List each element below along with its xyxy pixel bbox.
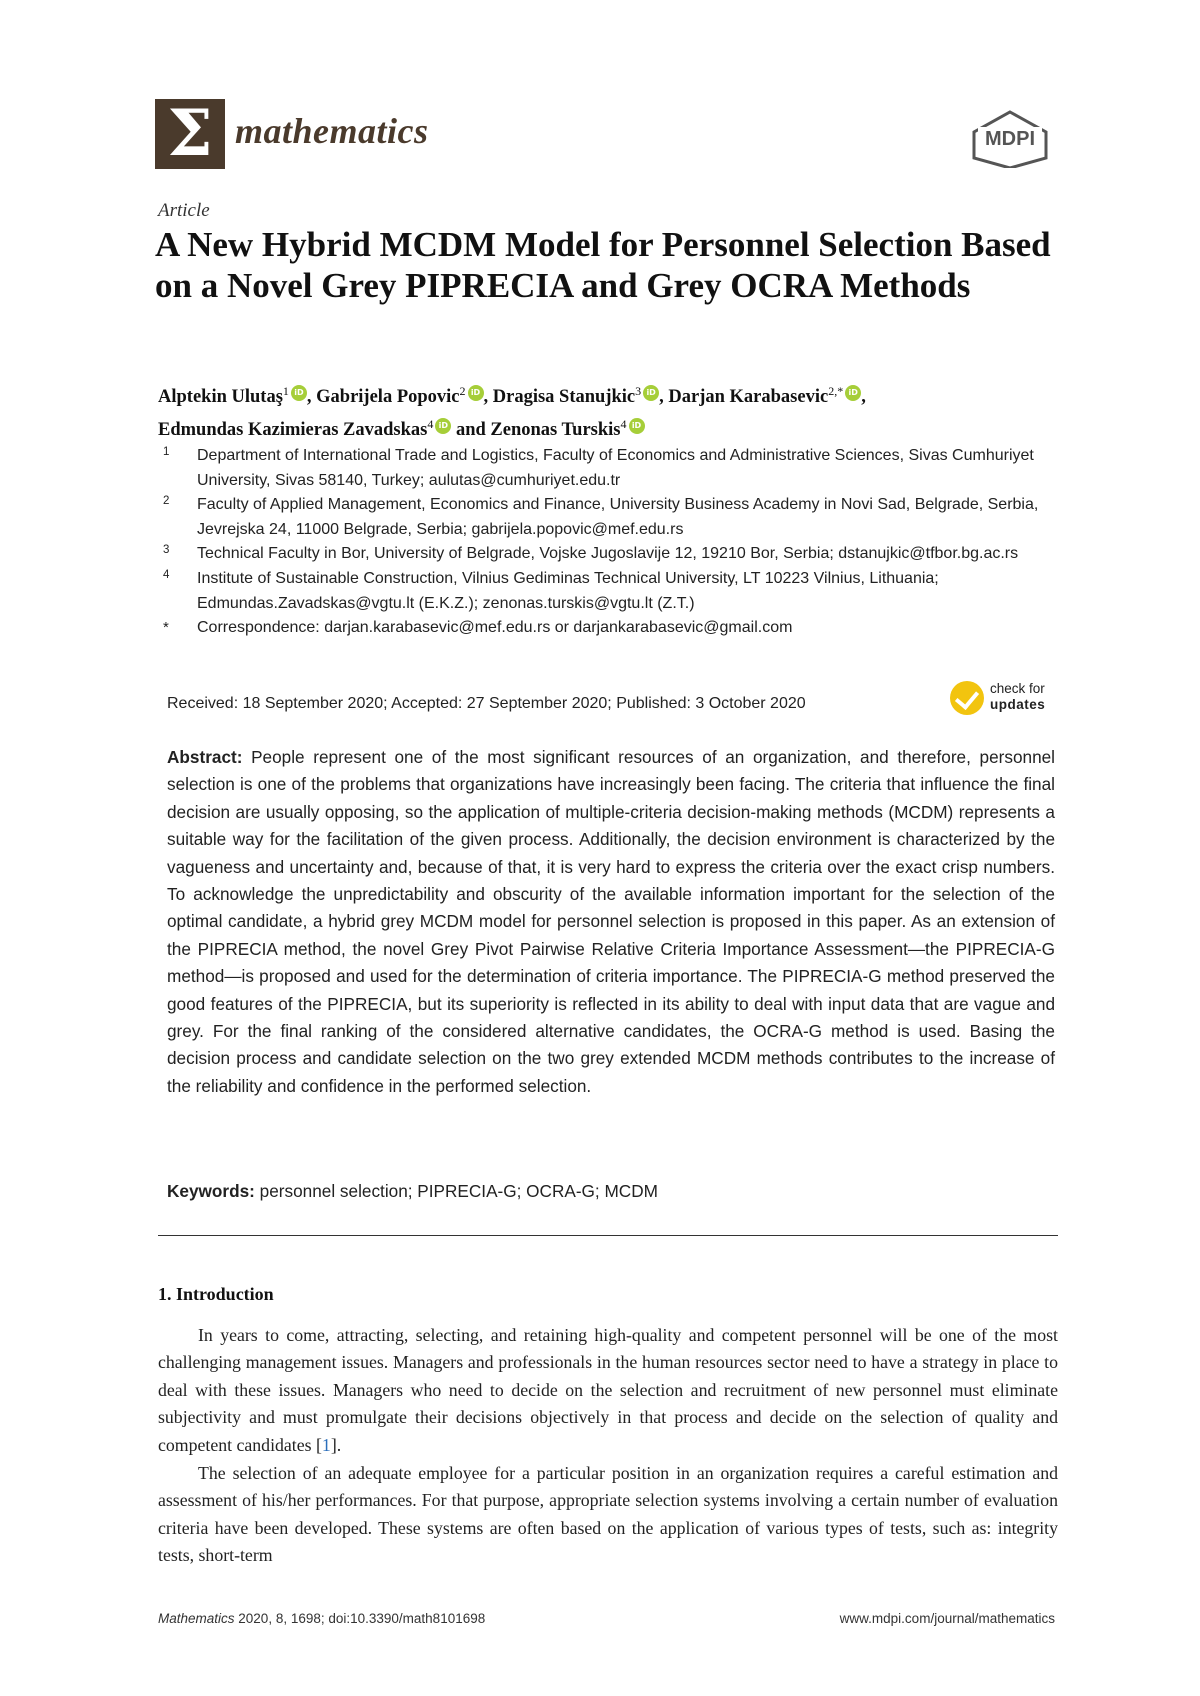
check-for-updates-line1: check for xyxy=(990,681,1045,696)
author-affiliation-ref: 4 xyxy=(427,417,434,432)
section-divider xyxy=(158,1235,1058,1236)
citation-link[interactable]: 1 xyxy=(321,1434,331,1455)
author-separator: , xyxy=(861,387,866,408)
keywords xyxy=(167,1181,658,1202)
article-title: A New Hybrid MCDM Model for Personnel Selection Based on a Novel Grey PIPRECIA and Grey OCRA Methods xyxy=(155,225,1051,305)
citation-bracket-close: ] xyxy=(330,1434,337,1455)
author-name: Darjan Karabasevic xyxy=(668,387,829,408)
orcid-icon[interactable] xyxy=(845,385,861,401)
correspondence-text: Correspondence: darjan.karabasevic@mef.edu.rs or darjankarabasevic@gmail.com xyxy=(197,619,793,637)
body-paragraph xyxy=(158,1322,1058,1459)
affiliation-text: Faculty of Applied Management, Economics and Finance, University Business Academy in Novi Sad, Belgrade, Serbia, Jevrejska 24, 11000 Belgrade, Serbia; gabrijela.popovic@mef.edu.rs xyxy=(197,496,1039,538)
affiliation-item xyxy=(163,444,1063,493)
author-name: Dragisa Stanujkic xyxy=(492,387,636,408)
orcid-icon[interactable] xyxy=(435,418,451,434)
footer-journal: Mathematics xyxy=(158,1611,235,1626)
journal-logo xyxy=(155,96,225,171)
paragraph-text: The selection of an adequate employee for a particular position in an organization requires a careful estimation and assessment of his/her performances. For that purpose, appropriate selection systems involving a certain number of evaluation criteria have been developed. These systems are often based on the application of various types of tests, such as: integrity tests, short-term xyxy=(158,1463,1058,1566)
affiliation-marker: 2 xyxy=(163,495,170,508)
paragraph-end: . xyxy=(336,1434,342,1455)
affiliation-item xyxy=(163,567,1063,616)
author[interactable] xyxy=(316,384,483,408)
author[interactable] xyxy=(158,417,451,441)
author[interactable] xyxy=(158,384,307,408)
author-name: Gabrijela Popovic xyxy=(316,387,460,408)
author[interactable] xyxy=(668,384,861,408)
keywords-label: Keywords: xyxy=(167,1181,255,1201)
footer-citation-text: 2020, 8, 1698; doi:10.3390/math8101698 xyxy=(234,1611,486,1626)
correspondence-marker: * xyxy=(163,619,169,637)
affiliation-text: Department of International Trade and Logistics, Faculty of Economics and Administrative Sciences, Sivas Cumhuriyet University, Sivas 58140, Turkey; aulutas@cumhuriyet.edu.tr xyxy=(197,447,1034,489)
affiliation-item xyxy=(163,542,1063,567)
author-separator: , xyxy=(659,387,669,408)
affiliation-marker: 4 xyxy=(163,568,170,581)
footer-citation xyxy=(158,1611,485,1626)
body-paragraph xyxy=(158,1460,1058,1570)
orcid-icon[interactable] xyxy=(643,385,659,401)
check-for-updates-badge[interactable] xyxy=(950,679,1060,719)
affiliation-marker: 3 xyxy=(163,544,170,557)
citation-bracket-open: [ xyxy=(316,1434,322,1455)
author[interactable] xyxy=(492,384,659,408)
author-affiliation-ref: 3 xyxy=(635,384,642,398)
author-name: Alptekin Ulutaş xyxy=(158,387,283,408)
affiliation-marker: 1 xyxy=(163,446,170,458)
abstract-label: Abstract: xyxy=(167,747,243,767)
author-list xyxy=(158,378,1048,444)
abstract-text: People represent one of the most significant resources of an organization, and therefore, personnel selection is one of the problems that organizations have increasingly been facing. The criteria that influence the final decision are usually opposing, so the application of multiple-criteria decision-making methods (MCDM) represents a suitable way for the facilitation of the given process. Additionally, the decision environment is characterized by the vagueness and uncertainty and, because of that, it is very hard to express the criteria over the exact crisp numbers. To acknowledge the unpredictability and obscurity of the available information important for the selection of the optimal candidate, a hybrid grey MCDM model for personnel selection is proposed in this paper. As an extension of the PIPRECIA method, the novel Grey Pivot Pairwise Relative Criteria Importance Assessment—the PIPRECIA-G method—is proposed and used for the determination of criteria importance. The PIPRECIA-G method preserved the good features of the PIPRECIA, but its superiority is reflected in its ability to deal with input data that are vague and grey. For the final ranking of the considered alternative candidates, the OCRA-G method is used. Basing the decision process and candidate selection on the two grey extended MCDM methods contributes to the increase of the reliability and confidence in the performed selection. xyxy=(167,747,1055,1096)
publication-dates: Received: 18 September 2020; Accepted: 27 September 2020; Published: 3 October 2020 xyxy=(167,695,806,712)
correspondence-item xyxy=(163,616,1063,641)
orcid-icon[interactable] xyxy=(629,418,645,434)
abstract xyxy=(167,744,1055,1100)
author-name: Zenonas Turskis xyxy=(490,420,621,441)
orcid-icon[interactable] xyxy=(468,385,484,401)
orcid-icon[interactable] xyxy=(291,385,307,401)
keywords-text: personnel selection; PIPRECIA-G; OCRA-G; MCDM xyxy=(259,1181,658,1201)
publisher-logo xyxy=(968,110,1052,168)
affiliation-item xyxy=(163,493,1063,542)
author-affiliation-ref: 2 xyxy=(459,384,466,398)
author[interactable] xyxy=(490,417,644,441)
affiliation-list xyxy=(163,444,1063,641)
author-separator: , xyxy=(306,387,317,408)
author-affiliation-ref: 1 xyxy=(282,384,289,398)
check-for-updates-label xyxy=(990,681,1045,713)
author-affiliation-ref: 2,* xyxy=(828,384,844,398)
check-for-updates-line2: updates xyxy=(990,697,1046,712)
author-name: Edmundas Kazimieras Zavadskas xyxy=(158,420,428,441)
author-affiliation-ref: 4 xyxy=(620,417,627,432)
sigma-icon: Σ xyxy=(167,96,213,171)
affiliation-text: Technical Faculty in Bor, University of Belgrade, Vojske Jugoslavije 12, 19210 Bor, Serbia; dstanujkic@tfbor.bg.ac.rs xyxy=(197,545,1019,563)
affiliation-text: Institute of Sustainable Construction, Vilnius Gediminas Technical University, LT 10223 Vilnius, Lithuania; Edmundas.Zavadskas@vgtu.lt (E.K.Z.); zenonas.turskis@vgtu.lt (Z.T.) xyxy=(197,569,939,612)
article-type: Article xyxy=(158,200,210,221)
journal-name: mathematics xyxy=(235,111,429,151)
author-conjunction: and xyxy=(451,420,491,441)
author-separator: , xyxy=(483,387,493,408)
section-heading: 1. Introduction xyxy=(158,1284,274,1304)
checkmark-icon xyxy=(950,681,984,715)
publisher-logo-text: MDPI xyxy=(985,128,1035,150)
paragraph-text: In years to come, attracting, selecting, and retaining high-quality and competent personnel will be one of the most challenging management issues. Managers and professionals in the human resources sector need to have a strategy in place to deal with these issues. Managers who need to decide on the selection and recruitment of new personnel must eliminate subjectivity and must promulgate their decisions objectively in that process and decide on the selection of quality and competent candidates xyxy=(158,1325,1058,1455)
footer-url[interactable]: www.mdpi.com/journal/mathematics xyxy=(839,1611,1055,1626)
